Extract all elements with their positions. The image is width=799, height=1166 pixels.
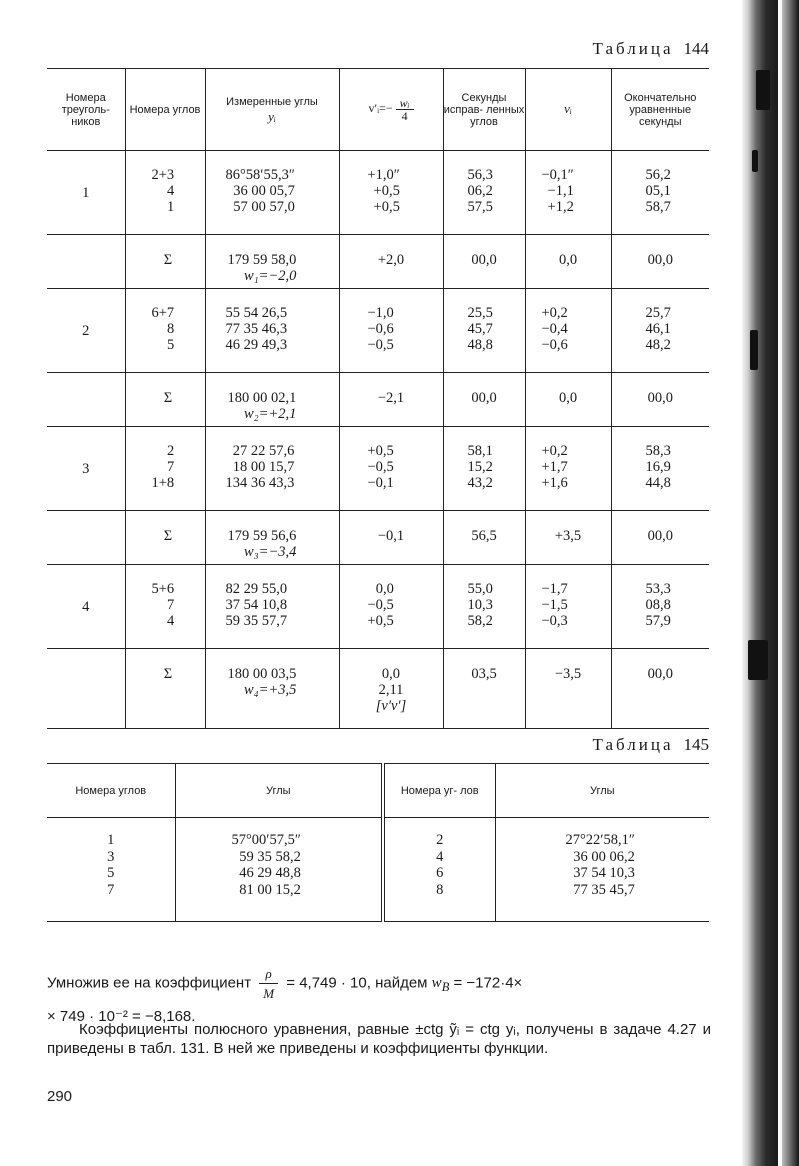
angle-value: 46 29 48,8 — [239, 865, 301, 881]
final-seconds-cell — [611, 427, 709, 511]
header-angle-nums-2: Номера уг- лов — [383, 764, 495, 818]
table-145 — [47, 763, 709, 922]
triangle-number: 3 — [82, 460, 90, 477]
corrected-seconds-cell — [443, 151, 525, 235]
angle-number: 1 — [166, 199, 175, 215]
angle-number-cell — [125, 427, 205, 511]
angle-number: 7 — [107, 881, 115, 898]
sum-v-prime-cell — [339, 373, 443, 427]
sum-v: 0,0 — [525, 235, 611, 289]
angle-value: 59 35 58,2 — [239, 848, 301, 865]
measured-angle-cell — [205, 427, 339, 511]
sum-corrected: 00,0 — [443, 235, 525, 289]
final-seconds: 58,3 — [645, 443, 671, 459]
correction-v: −1,7 — [541, 581, 568, 597]
header-final-seconds: Окончательно уравненные секунды — [611, 69, 709, 151]
angle-value: 37 54 10,3 — [573, 865, 635, 881]
measured-angle: 77 35 46,3 — [225, 321, 288, 337]
correction-v-cell — [525, 151, 611, 235]
sum-v-prime-cell — [339, 649, 443, 729]
header-angles-2: Углы — [589, 784, 615, 797]
correction-v-prime: +0,5 — [367, 613, 394, 629]
table-sum-row — [47, 649, 709, 729]
corrected-seconds: 06,2 — [467, 183, 493, 199]
header-angles-1: Углы — [175, 764, 383, 818]
table-sum-row — [47, 235, 709, 289]
empty-cell — [47, 511, 125, 565]
sum-measured: 179 59 58,0 — [227, 252, 297, 268]
sum-final: 00,0 — [611, 373, 709, 427]
measured-angle: 82 29 55,0 — [225, 581, 288, 597]
sigma: Σ — [125, 649, 205, 729]
final-seconds-cell — [611, 151, 709, 235]
misclosure-w: w₂=+2,1 — [243, 406, 297, 422]
sum-corrected: 56,5 — [443, 511, 525, 565]
corrected-seconds: 15,2 — [467, 459, 493, 475]
measured-angle: 27 22 57,6 — [232, 443, 295, 459]
angle-number: 1 — [107, 832, 115, 848]
angle-number: 3 — [107, 848, 115, 865]
sum-v: −3,5 — [525, 649, 611, 729]
angle-number: 5 — [166, 337, 175, 353]
angle-number: 4 — [166, 183, 175, 199]
sum-corrected: 00,0 — [443, 373, 525, 427]
measured-angle: 37 54 10,8 — [225, 597, 288, 613]
table-header — [47, 69, 709, 151]
sum-v-prime: +2,0 — [377, 252, 405, 268]
correction-v-prime-cell — [339, 427, 443, 511]
angle-number: 2 — [436, 832, 444, 848]
angle-number: 4 — [166, 613, 175, 629]
measured-angle: 18 00 15,7 — [232, 459, 295, 475]
angle-value: 36 00 06,2 — [573, 848, 635, 865]
corrected-seconds: 55,0 — [467, 581, 493, 597]
correction-v-prime-cell — [339, 565, 443, 649]
sum-final: 00,0 — [611, 235, 709, 289]
final-seconds-cell — [611, 289, 709, 373]
table-row — [47, 565, 709, 649]
header-corrected-seconds: Секунды исправ- ленных углов — [443, 69, 525, 151]
corrected-seconds-cell — [443, 565, 525, 649]
header-v: vᵢ — [525, 69, 611, 151]
table-row — [47, 289, 709, 373]
corrected-seconds: 10,3 — [467, 597, 493, 613]
sum-measured-cell — [205, 649, 339, 729]
page-number: 290 — [47, 1088, 73, 1105]
header-angle-nums-1: Номера углов — [47, 764, 175, 818]
angle-number: 7 — [166, 459, 175, 475]
sum-corrected: 03,5 — [443, 649, 525, 729]
sigma: Σ — [125, 235, 205, 289]
angle-value: 27°22′58,1″ — [565, 832, 635, 848]
sum-v: 0,0 — [525, 373, 611, 427]
corrected-seconds: 57,5 — [467, 199, 493, 215]
angle-number-cell — [125, 151, 205, 235]
correction-v: −0,4 — [541, 321, 568, 337]
final-seconds: 48,2 — [645, 337, 671, 353]
correction-v-prime: +0,5 — [367, 443, 394, 459]
angle-number: 2+3 — [151, 167, 175, 183]
sigma: Σ — [125, 511, 205, 565]
angle-number: 8 — [436, 881, 444, 898]
table-145-caption: Таблица 145 — [592, 735, 709, 754]
sum-measured: 180 00 03,5 — [227, 666, 297, 682]
corrected-seconds-cell — [443, 289, 525, 373]
table-144-caption: Таблица 144 — [592, 39, 709, 58]
measured-angle-cell — [205, 289, 339, 373]
angle-value: 81 00 15,2 — [239, 881, 301, 898]
angle-number: 5 — [107, 865, 115, 881]
correction-v-prime: −1,0 — [367, 305, 394, 321]
final-seconds: 53,3 — [645, 581, 671, 597]
sum-measured-cell — [205, 511, 339, 565]
misclosure-w: w₃=−3,4 — [243, 544, 297, 560]
correction-v-prime: +0,5 — [373, 183, 400, 199]
sum-v-prime: −2,1 — [377, 390, 405, 406]
table-sum-row — [47, 511, 709, 565]
correction-v-cell — [525, 427, 611, 511]
sum-v-prime: 0,0 — [381, 666, 401, 682]
angle-number-cell — [125, 565, 205, 649]
correction-v-prime-cell — [339, 151, 443, 235]
table-144 — [47, 68, 709, 729]
final-seconds: 16,9 — [645, 459, 671, 475]
corrected-seconds: 45,7 — [467, 321, 493, 337]
table-sum-row — [47, 373, 709, 427]
angle-value: 57°00′57,5″ — [231, 832, 301, 848]
table-header — [47, 764, 709, 818]
sum-measured-cell — [205, 373, 339, 427]
correction-v-prime: −0,1 — [367, 475, 394, 491]
final-seconds: 08,8 — [645, 597, 671, 613]
correction-v-prime: +1,0″ — [367, 167, 400, 183]
table-row — [47, 427, 709, 511]
measured-angle: 59 35 57,7 — [225, 613, 288, 629]
table-body — [47, 818, 709, 922]
final-seconds: 56,2 — [645, 167, 671, 183]
corrected-seconds: 56,3 — [467, 167, 493, 183]
empty-cell — [47, 649, 125, 729]
measured-angle: 36 00 05,7 — [233, 183, 295, 199]
corrected-seconds-cell — [443, 427, 525, 511]
final-seconds: 57,9 — [645, 613, 671, 629]
corrected-seconds: 48,8 — [467, 337, 493, 353]
angle-number-cell — [125, 289, 205, 373]
correction-v: −0,1″ — [541, 167, 574, 183]
correction-v-prime: −0,5 — [367, 597, 394, 613]
header-angle-no: Номера углов — [125, 69, 205, 151]
angle-number: 1+8 — [151, 475, 175, 491]
sum-vv-value: 2,11 — [378, 682, 404, 698]
header-measured: Измеренные углы yᵢ — [205, 69, 339, 151]
sum-v-prime-cell — [339, 235, 443, 289]
sum-measured: 180 00 02,1 — [227, 390, 297, 406]
correction-v: −0,6 — [541, 337, 568, 353]
final-seconds: 58,7 — [645, 199, 671, 215]
final-seconds-cell — [611, 565, 709, 649]
header-triangle-no: Номера треуголь- ников — [61, 91, 110, 128]
final-seconds: 05,1 — [645, 183, 671, 199]
angle-number: 2 — [166, 443, 175, 459]
sum-final: 00,0 — [611, 511, 709, 565]
header-v-prime: v′ᵢ=− $\frac{\text{wᵢ}}{4}$ — [339, 69, 443, 151]
final-seconds: 25,7 — [645, 305, 671, 321]
angle-value: 77 35 45,7 — [573, 881, 635, 898]
correction-v-prime: +0,5 — [373, 199, 400, 215]
sum-measured-cell — [205, 235, 339, 289]
empty-cell — [47, 373, 125, 427]
correction-v-prime: −0,5 — [367, 337, 394, 353]
corrected-seconds: 43,2 — [467, 475, 493, 491]
scan-edge — [742, 0, 799, 1166]
correction-v-prime-cell — [339, 289, 443, 373]
correction-v: +1,2 — [547, 199, 574, 215]
measured-angle: 134 36 43,3 — [225, 475, 295, 491]
table-row — [47, 151, 709, 235]
sum-v-prime: −0,1 — [377, 528, 405, 544]
correction-v-cell — [525, 565, 611, 649]
final-seconds: 44,8 — [645, 475, 671, 491]
correction-v-prime: −0,6 — [367, 321, 394, 337]
triangle-number: 4 — [82, 598, 90, 615]
correction-v: +0,2 — [541, 443, 568, 459]
angle-number: 5+6 — [151, 581, 175, 597]
measured-angle: 46 29 49,3 — [225, 337, 288, 353]
corrected-seconds: 25,5 — [467, 305, 493, 321]
correction-v-prime: 0,0 — [375, 581, 394, 597]
correction-v: −1,1 — [547, 183, 574, 199]
triangle-number: 1 — [82, 184, 90, 201]
correction-v: +0,2 — [541, 305, 568, 321]
sum-measured: 179 59 56,6 — [227, 528, 297, 544]
corrected-seconds: 58,2 — [467, 613, 493, 629]
sum-final: 00,0 — [611, 649, 709, 729]
misclosure-w: w₁=−2,0 — [243, 268, 297, 284]
empty-cell — [47, 235, 125, 289]
correction-v-prime: −0,5 — [367, 459, 394, 475]
final-seconds: 46,1 — [645, 321, 671, 337]
correction-v: −0,3 — [541, 613, 568, 629]
measured-angle: 57 00 57,0 — [233, 199, 295, 215]
angle-number: 4 — [436, 848, 444, 865]
misclosure-w: w₄=+3,5 — [243, 682, 297, 698]
corrected-seconds: 58,1 — [467, 443, 493, 459]
sum-v: +3,5 — [525, 511, 611, 565]
sigma: Σ — [125, 373, 205, 427]
angle-number: 8 — [166, 321, 175, 337]
angle-number: 7 — [166, 597, 175, 613]
sum-vv-label: [v′v′] — [375, 698, 407, 714]
correction-v-cell — [525, 289, 611, 373]
angle-number: 6+7 — [151, 305, 175, 321]
correction-v: +1,7 — [541, 459, 568, 475]
correction-v: −1,5 — [541, 597, 568, 613]
angle-number: 6 — [436, 865, 444, 881]
correction-v: +1,6 — [541, 475, 568, 491]
measured-angle-cell — [205, 565, 339, 649]
measured-angle-cell — [205, 151, 339, 235]
paragraph-2: Коэффициенты полюсного уравнения, равные ±ctg ỹᵢ = ctg yᵢ, получены в задаче 4.27 и приведены в табл. 131. В ней же приведены и коэффициенты функции. — [47, 1021, 711, 1057]
sum-v-prime-cell — [339, 511, 443, 565]
paragraph-1: Умножив ее на коэффициент $\frac{\rho}{M}$ = 4,749 · 10, найдем $w_B = -172\cdot 4\times$ × 749 · 10⁻² = −8,168. — [47, 966, 523, 1025]
measured-angle: 86°58′55,3″ — [225, 167, 295, 183]
triangle-number: 2 — [82, 322, 90, 339]
measured-angle: 55 54 26,5 — [225, 305, 288, 321]
